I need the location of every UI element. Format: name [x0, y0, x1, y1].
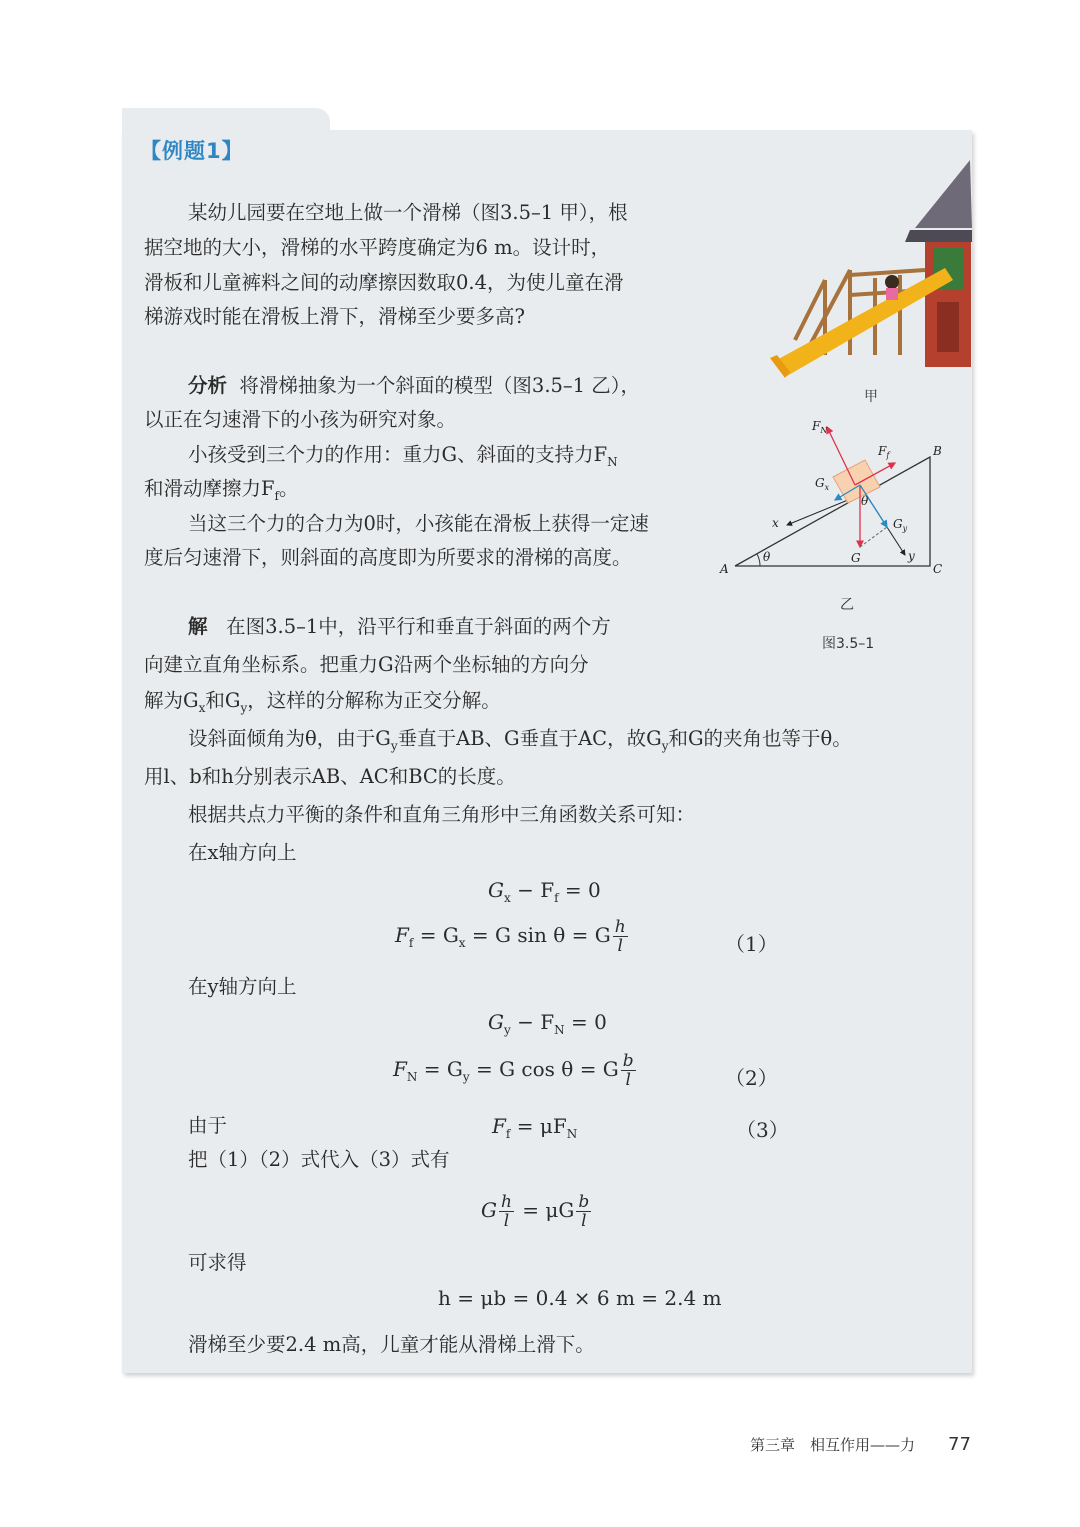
child-head — [885, 275, 899, 289]
solution-line-5: 用l、b和h分别表示AB、AC和BC的长度。 — [144, 765, 516, 788]
label-c: C — [933, 562, 943, 576]
solution-label: 解 — [188, 615, 208, 638]
fraction — [613, 918, 628, 955]
numerator: b — [578, 1192, 590, 1212]
label-gx — [815, 476, 830, 492]
eq-sub: x — [458, 936, 466, 950]
roof-eave — [905, 230, 972, 242]
solution-text-4b: 垂直于AB、G垂直于AC，故G — [397, 727, 662, 750]
denominator: l — [625, 1070, 631, 1090]
incline-diagram — [715, 415, 955, 585]
solution-line-7: 在x轴方向上 — [188, 841, 297, 864]
solution-line-3 — [144, 684, 501, 725]
eq-sub: y — [503, 1023, 511, 1037]
label-a: A — [720, 562, 729, 576]
solution-line-1 — [188, 610, 611, 645]
equation-gx — [488, 878, 601, 905]
solution-line-4 — [188, 722, 852, 763]
solution-line-12: 滑梯至少要2.4 m高，儿童才能从滑梯上滑下。 — [188, 1333, 595, 1356]
fraction — [621, 1052, 636, 1089]
eq-sub: f — [505, 1127, 511, 1141]
numerator: h — [614, 917, 626, 937]
slide-illustration — [765, 150, 975, 380]
analysis-text-4: 和滑动摩擦力F — [144, 477, 275, 500]
eq-sub: x — [503, 891, 511, 905]
eq-part: = G — [413, 923, 459, 947]
label-fn-sub: N — [820, 426, 828, 435]
example-tag: 【例题1】 — [140, 139, 244, 163]
eq-part: G — [481, 1198, 497, 1222]
sub-y: y — [390, 738, 398, 753]
eq-sub: N — [566, 1127, 578, 1141]
problem-line-2: 据空地的大小，滑梯的水平跨度确定为6 m。设计时， — [144, 236, 611, 259]
panel-tab — [122, 108, 330, 132]
label-fn — [811, 419, 828, 435]
eq-number-1: （1） — [725, 932, 778, 956]
figure-label-jia: 甲 — [864, 389, 878, 405]
equation-fn — [393, 1052, 638, 1089]
eq-part: = G cos θ = G — [469, 1057, 619, 1081]
problem-line-4: 梯游戏时能在滑板上滑下，滑梯至少要多高? — [144, 305, 525, 328]
eq-part: F — [395, 923, 409, 947]
analysis-line-2: 以正在匀速滑下的小孩为研究对象。 — [144, 408, 457, 431]
eq-g: G — [488, 1010, 504, 1034]
denominator: l — [617, 936, 623, 956]
label-gy-sub: y — [902, 524, 908, 533]
equation-friction — [492, 1114, 577, 1141]
eq-part: = μF — [510, 1114, 567, 1138]
solution-line-6: 根据共点力平衡的条件和直角三角形中三角函数关系可知： — [188, 803, 696, 826]
sub-x: x — [198, 700, 206, 715]
solution-line-8: 在y轴方向上 — [188, 975, 297, 998]
analysis-text-3: 小孩受到三个力的作用：重力G、斜面的支持力F — [188, 443, 608, 466]
analysis-label: 分析 — [188, 374, 228, 397]
label-theta-1: θ — [763, 550, 771, 564]
problem-line-1: 某幼儿园要在空地上做一个滑梯（图3.5–1 甲），根 — [188, 201, 628, 224]
label-gx-main: G — [815, 476, 825, 490]
label-fn-main: F — [812, 419, 821, 433]
eq-sub: N — [554, 1023, 565, 1037]
equation-ff — [395, 918, 630, 955]
label-theta-2: θ — [861, 494, 869, 508]
label-x: x — [772, 516, 779, 530]
figure-caption: 图3.5–1 — [822, 636, 875, 652]
solution-text-3b: 和G — [205, 689, 241, 712]
eq-g: G — [488, 878, 504, 902]
solution-text-3a: 解为G — [144, 689, 199, 712]
eq-part: = G — [417, 1057, 463, 1081]
label-y: y — [908, 549, 915, 563]
numerator: h — [500, 1192, 512, 1212]
equation-gy — [488, 1010, 607, 1037]
eq-part: − F — [510, 1010, 555, 1034]
eq-part: = 0 — [558, 878, 601, 902]
angle-arc — [757, 554, 760, 566]
figure-label-yi: 乙 — [840, 597, 854, 613]
eq-part: F — [492, 1114, 506, 1138]
eq-sub: f — [554, 891, 559, 905]
dashed-line — [860, 527, 887, 547]
sub-n: N — [607, 454, 618, 469]
solution-line-2: 向建立直角坐标系。把重力G沿两个坐标轴的方向分 — [144, 653, 589, 676]
solution-text-1: 在图3.5–1中，沿平行和垂直于斜面的两个方 — [226, 615, 611, 638]
tower-door — [937, 302, 959, 352]
eq-part: = 0 — [564, 1010, 607, 1034]
eq-sub: f — [408, 936, 414, 950]
solution-text-4c: 和G的夹角也等于θ。 — [668, 727, 852, 750]
solution-text-4a: 设斜面倾角为θ，由于G — [188, 727, 391, 750]
eq-sub: N — [406, 1070, 418, 1084]
eq-part: = G sin θ = G — [465, 923, 611, 947]
label-ff-sub: f — [886, 451, 890, 460]
sub-y: y — [240, 700, 248, 715]
analysis-line-5: 当这三个力的合力为0时，小孩能在滑板上获得一定速 — [188, 512, 649, 535]
analysis-text-1: 将滑梯抽象为一个斜面的模型（图3.5–1 乙）， — [239, 374, 641, 397]
solution-line-10: 把（1）（2）式代入（3）式有 — [188, 1148, 450, 1171]
label-g: G — [851, 551, 861, 565]
tower-roof — [915, 160, 972, 228]
eq-part: F — [393, 1057, 407, 1081]
solution-line-11: 可求得 — [188, 1251, 247, 1274]
label-ff — [877, 444, 891, 460]
eq-part: = μG — [515, 1198, 575, 1222]
sub-f: f — [274, 488, 279, 503]
solution-line-9: 由于 — [188, 1114, 228, 1137]
page-number: 77 — [948, 1434, 971, 1455]
label-gy — [893, 517, 908, 533]
problem-line-3: 滑板和儿童裤料之间的动摩擦因数取0.4，为使儿童在滑 — [144, 271, 624, 294]
label-ff-main: F — [878, 444, 887, 458]
eq-part: − F — [510, 878, 555, 902]
child-body — [886, 288, 898, 300]
denominator: l — [503, 1211, 510, 1231]
analysis-text-4-end: 。 — [278, 477, 299, 500]
eq-number-2: （2） — [725, 1066, 778, 1090]
equation-result: h = μb = 0.4 × 6 m = 2.4 m — [438, 1286, 722, 1310]
numerator: b — [622, 1051, 634, 1071]
eq-number-3: （3） — [736, 1118, 789, 1142]
chapter-title: 第三章 相互作用——力 — [750, 1436, 916, 1454]
label-b: B — [933, 444, 942, 458]
denominator: l — [581, 1211, 587, 1231]
eq-sub: y — [462, 1070, 470, 1084]
analysis-line-1 — [188, 369, 640, 404]
label-gx-sub: x — [824, 483, 830, 492]
fraction — [499, 1193, 514, 1230]
analysis-line-6: 度后匀速滑下，则斜面的高度即为所要求的滑梯的高度。 — [144, 546, 632, 569]
label-gy-main: G — [893, 517, 903, 531]
sub-y: y — [661, 738, 669, 753]
fraction — [576, 1193, 591, 1230]
solution-text-3c: ，这样的分解称为正交分解。 — [247, 689, 501, 712]
equation-combined — [481, 1193, 593, 1230]
